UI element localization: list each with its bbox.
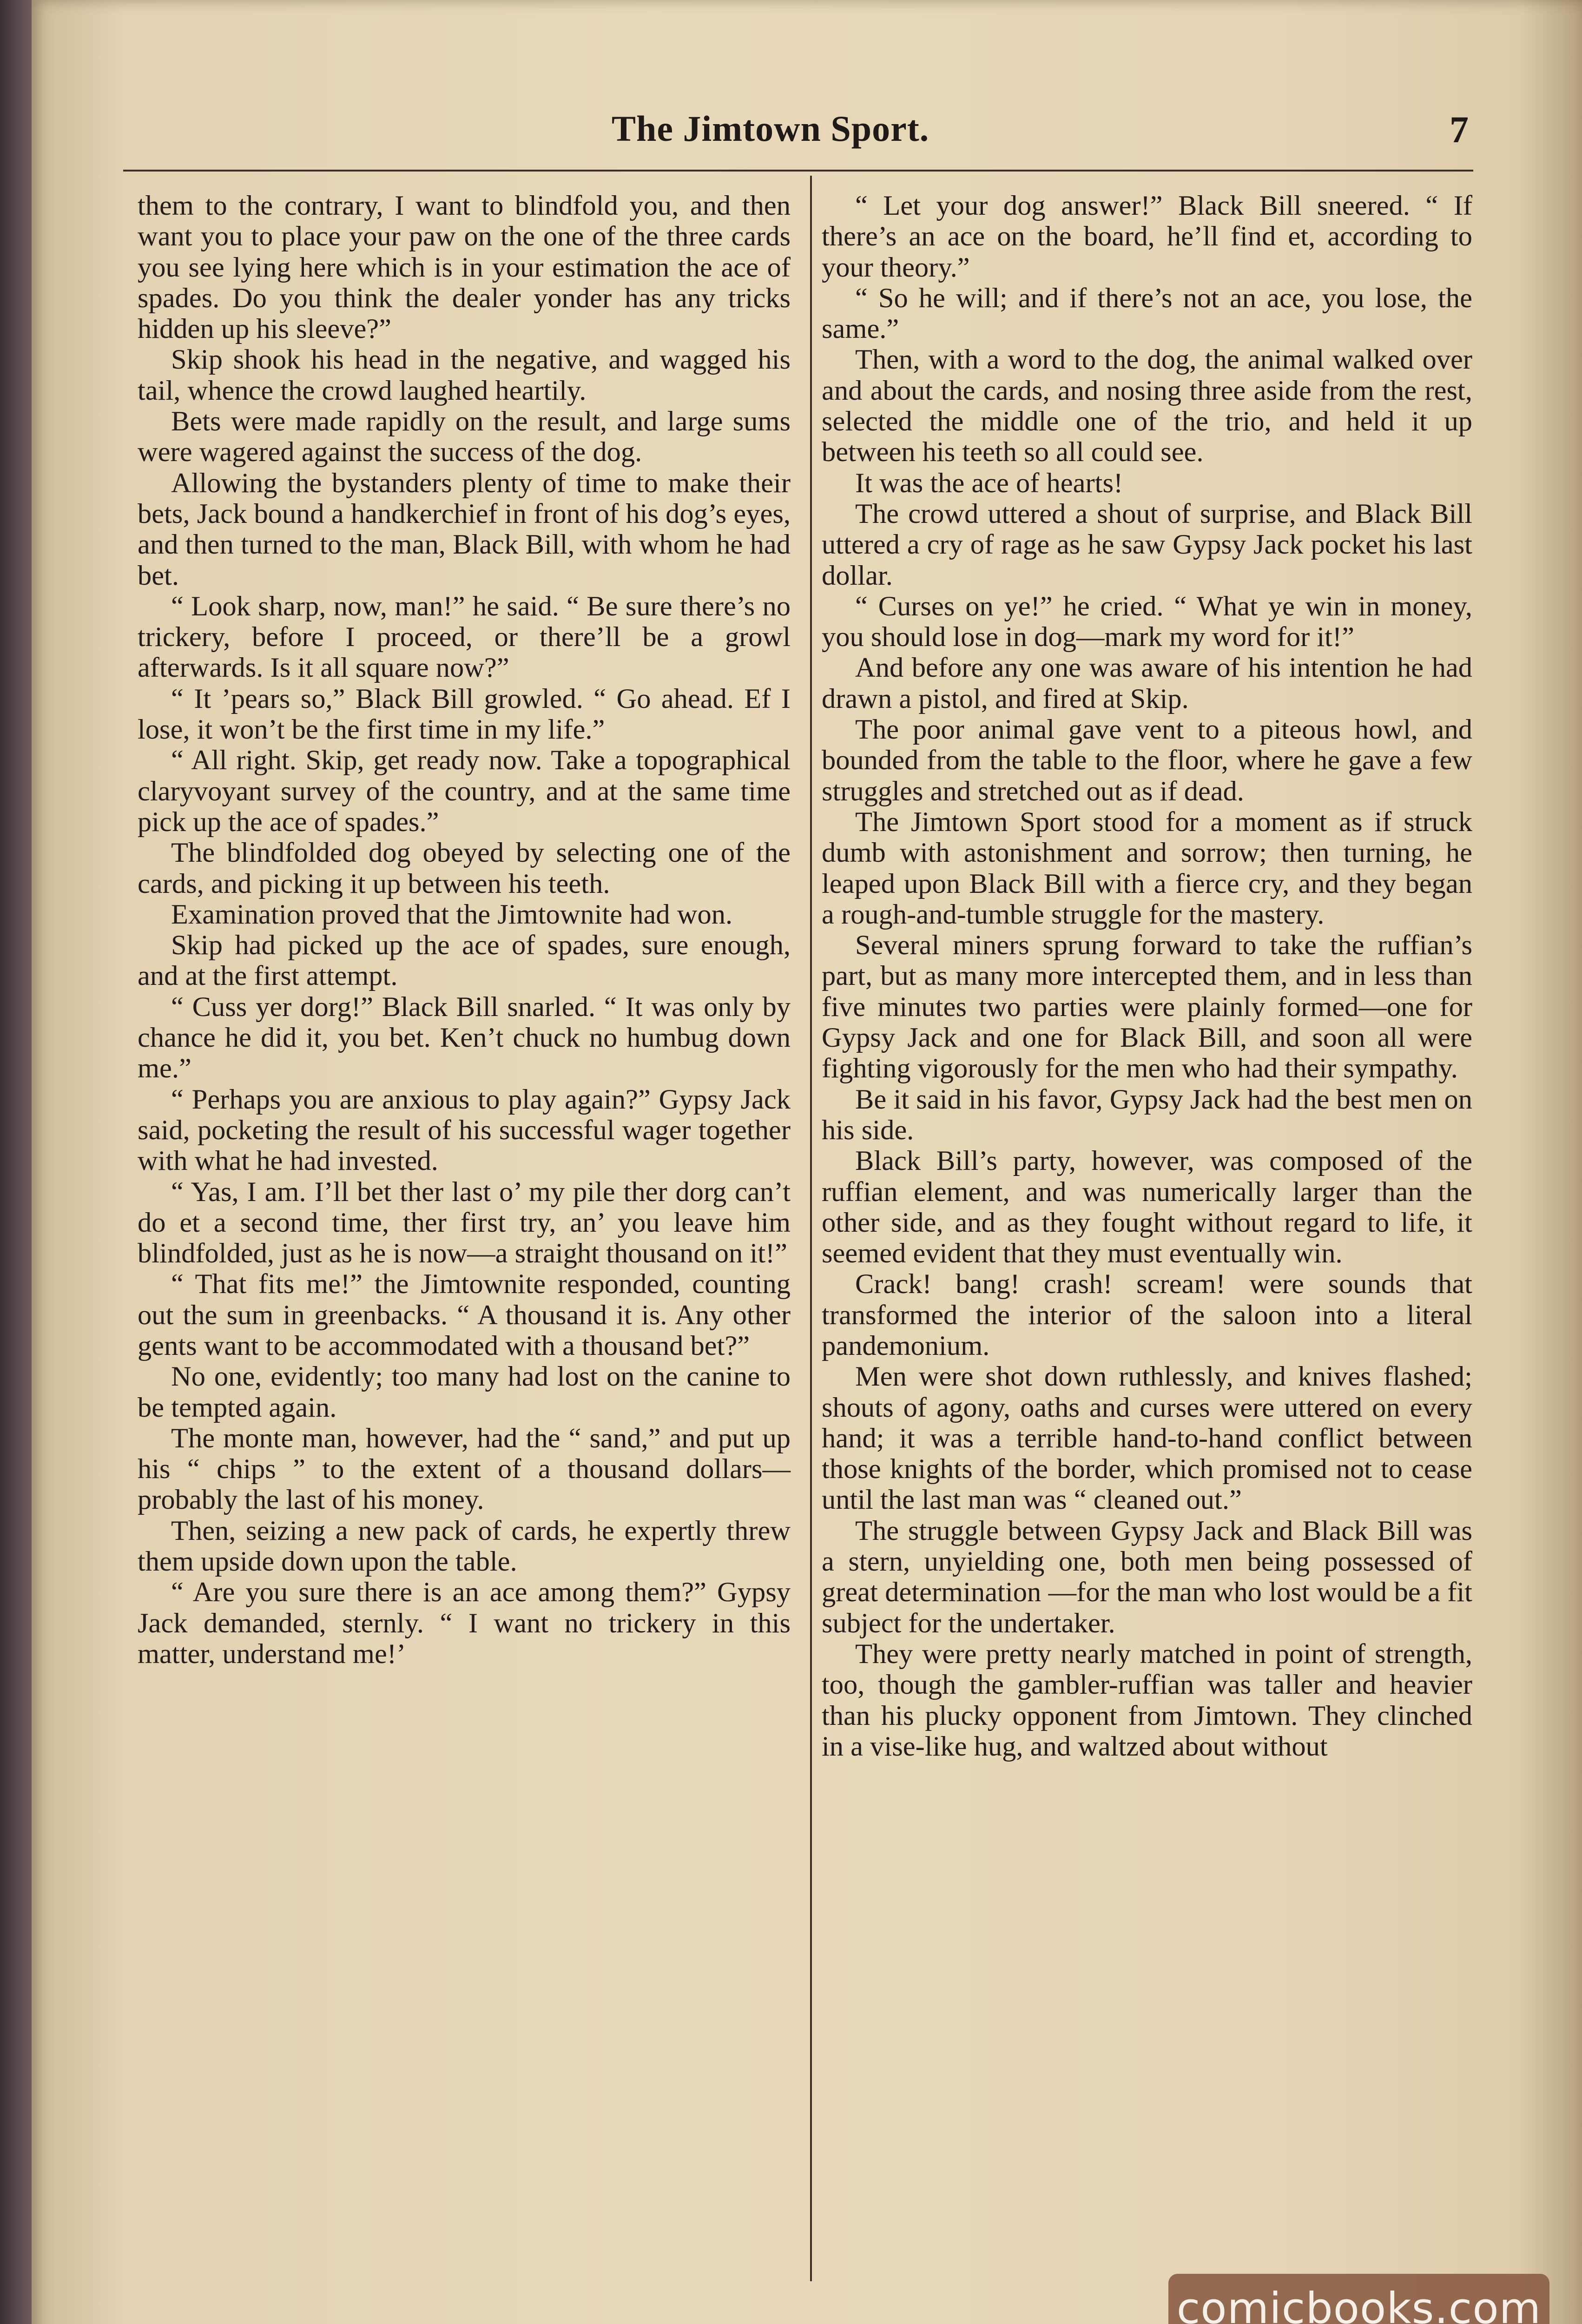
binding-edge	[0, 0, 32, 2324]
paragraph: The blindfolded dog obeyed by selecting one of the cards, and picking it up between his teeth.	[138, 837, 791, 899]
page-number: 7	[1450, 108, 1469, 151]
left-column	[138, 191, 791, 1670]
paragraph: The crowd uttered a shout of surprise, and Black Bill uttered a cry of rage as he saw Gypsy Jack pocket his last dollar.	[822, 498, 1472, 591]
paragraph: “ Let your dog answer!” Black Bill sneered. “ If there’s an ace on the board, he’ll find et, according to your theory.”	[822, 190, 1472, 283]
header-title: The Jimtown Sport.	[612, 108, 929, 149]
paragraph: Several miners sprung forward to take the ruffian’s part, but as many more intercepted them, and in less than five minutes two parties were plainly formed—one for Gypsy Jack and one for Black Bill, and soon all were fighting vigorously for the men who had their sympathy.	[822, 930, 1472, 1084]
header-rule	[123, 170, 1473, 172]
paragraph: Be it said in his favor, Gypsy Jack had the best men on his side.	[822, 1083, 1472, 1146]
paragraph: “ All right. Skip, get ready now. Take a topographical claryvoyant survey of the country, and at the same time pick up the ace of spades.”	[138, 745, 791, 838]
paragraph: “ Look sharp, now, man!” he said. “ Be sure there’s no trickery, before I proceed, or there’ll be a growl afterwards. Is it all square now?”	[138, 590, 791, 684]
paragraph: Skip shook his head in the negative, and wagged his tail, whence the crowd laughed heartily.	[138, 344, 791, 406]
paragraph: “ Perhaps you are anxious to play again?” Gypsy Jack said, pocketing the result of his successful wager together with what he had invested.	[138, 1083, 791, 1177]
paragraph: Allowing the bystanders plenty of time to make their bets, Jack bound a handkerchief in front of his dog’s eyes, and then turned to the man, Black Bill, with whom he had bet.	[138, 467, 791, 591]
paragraph: “ Yas, I am. I’ll bet ther last o’ my pile ther dorg can’t do et a second time, ther first try, an’ you leave him blindfolded, just as he is now—a straight thousand on it!”	[138, 1176, 791, 1269]
paragraph: Men were shot down ruthlessly, and knives flashed; shouts of agony, oaths and curses were uttered on every hand; it was a terrible hand-to-hand conflict between those knights of the border, which promised not to cease until the last man was “ cleaned out.”	[822, 1361, 1472, 1516]
paragraph: The monte man, however, had the “ sand,” and put up his “ chips ” to the extent of a thousand dollars—probably the last of his money.	[138, 1422, 791, 1516]
paragraph: “ Curses on ye!” he cried. “ What ye win in money, you should lose in dog—mark my word for it!”	[822, 590, 1472, 653]
paragraph: It was the ace of hearts!	[855, 467, 1123, 499]
paragraph: “ That fits me!” the Jimtownite responded, counting out the sum in greenbacks. “ A thousand it is. Any other gents want to be accommodated with a thousand bet?”	[138, 1268, 791, 1361]
paragraph: Then, seizing a new pack of cards, he expertly threw them upside down upon the table.	[138, 1515, 791, 1578]
paragraph: Crack! bang! crash! scream! were sounds that transformed the interior of the saloon into a literal pandemonium.	[822, 1268, 1472, 1361]
paragraph: Black Bill’s party, however, was composed of the ruffian element, and was numerically larger than the other side, and as they fought without regard to life, it seemed evident that they must eventually win.	[822, 1145, 1472, 1269]
running-header	[586, 108, 1469, 159]
paragraph: “ It ’pears so,” Black Bill growled. “ Go ahead. Ef I lose, it won’t be the first time in my life.”	[138, 683, 791, 746]
paragraph: “ Cuss yer dorg!” Black Bill snarled. “ It was only by chance he did it, you bet. Ken’t chuck no humbug down me.”	[138, 991, 791, 1084]
paragraph: They were pretty nearly matched in point of strength, too, though the gambler-ruffian was taller and heavier than his plucky opponent from Jimtown. They clinched in a vise-like hug, and waltzed about without	[822, 1638, 1472, 1762]
paragraph: them to the contrary, I want to blindfold you, and then want you to place your paw on the one of the three cards you see lying here which is in your estimation the ace of spades. Do you think the dealer yonder has any tricks hidden up his sleeve?”	[138, 190, 791, 345]
paragraph: And before any one was aware of his intention he had drawn a pistol, and fired at Skip.	[822, 652, 1472, 714]
column-divider	[810, 176, 812, 2281]
paragraph: No one, evidently; too many had lost on the canine to be tempted again.	[138, 1361, 791, 1423]
paragraph: “ So he will; and if there’s not an ace, you lose, the same.”	[822, 282, 1472, 345]
paragraph: Bets were made rapidly on the result, and large sums were wagered against the success of the dog.	[138, 406, 791, 468]
paragraph: The struggle between Gypsy Jack and Black Bill was a stern, unyielding one, both men being possessed of great determination —for the man who lost would be a fit subject for the undertaker.	[822, 1515, 1472, 1639]
paragraph: The Jimtown Sport stood for a moment as if struck dumb with astonishment and sorrow; then turning, he leaped upon Black Bill with a fierce cry, and they began a rough-and-tumble struggle for the mastery.	[822, 806, 1472, 930]
paragraph: Skip had picked up the ace of spades, sure enough, and at the first attempt.	[138, 930, 791, 992]
watermark-logo: comicbooks.com	[1168, 2274, 1549, 2324]
paragraph: The poor animal gave vent to a piteous howl, and bounded from the table to the floor, where he gave a few struggles and stretched out as if dead.	[822, 714, 1472, 807]
paragraph: Then, with a word to the dog, the animal walked over and about the cards, and nosing three aside from the rest, selected the middle one of the trio, and held it up between his teeth so all could see.	[822, 344, 1472, 468]
right-column	[822, 191, 1472, 1762]
paragraph: “ Are you sure there is an ace among them?” Gypsy Jack demanded, sternly. “ I want no trickery in this matter, understand me!’	[138, 1577, 791, 1670]
paragraph: Examination proved that the Jimtownite had won.	[171, 898, 733, 930]
